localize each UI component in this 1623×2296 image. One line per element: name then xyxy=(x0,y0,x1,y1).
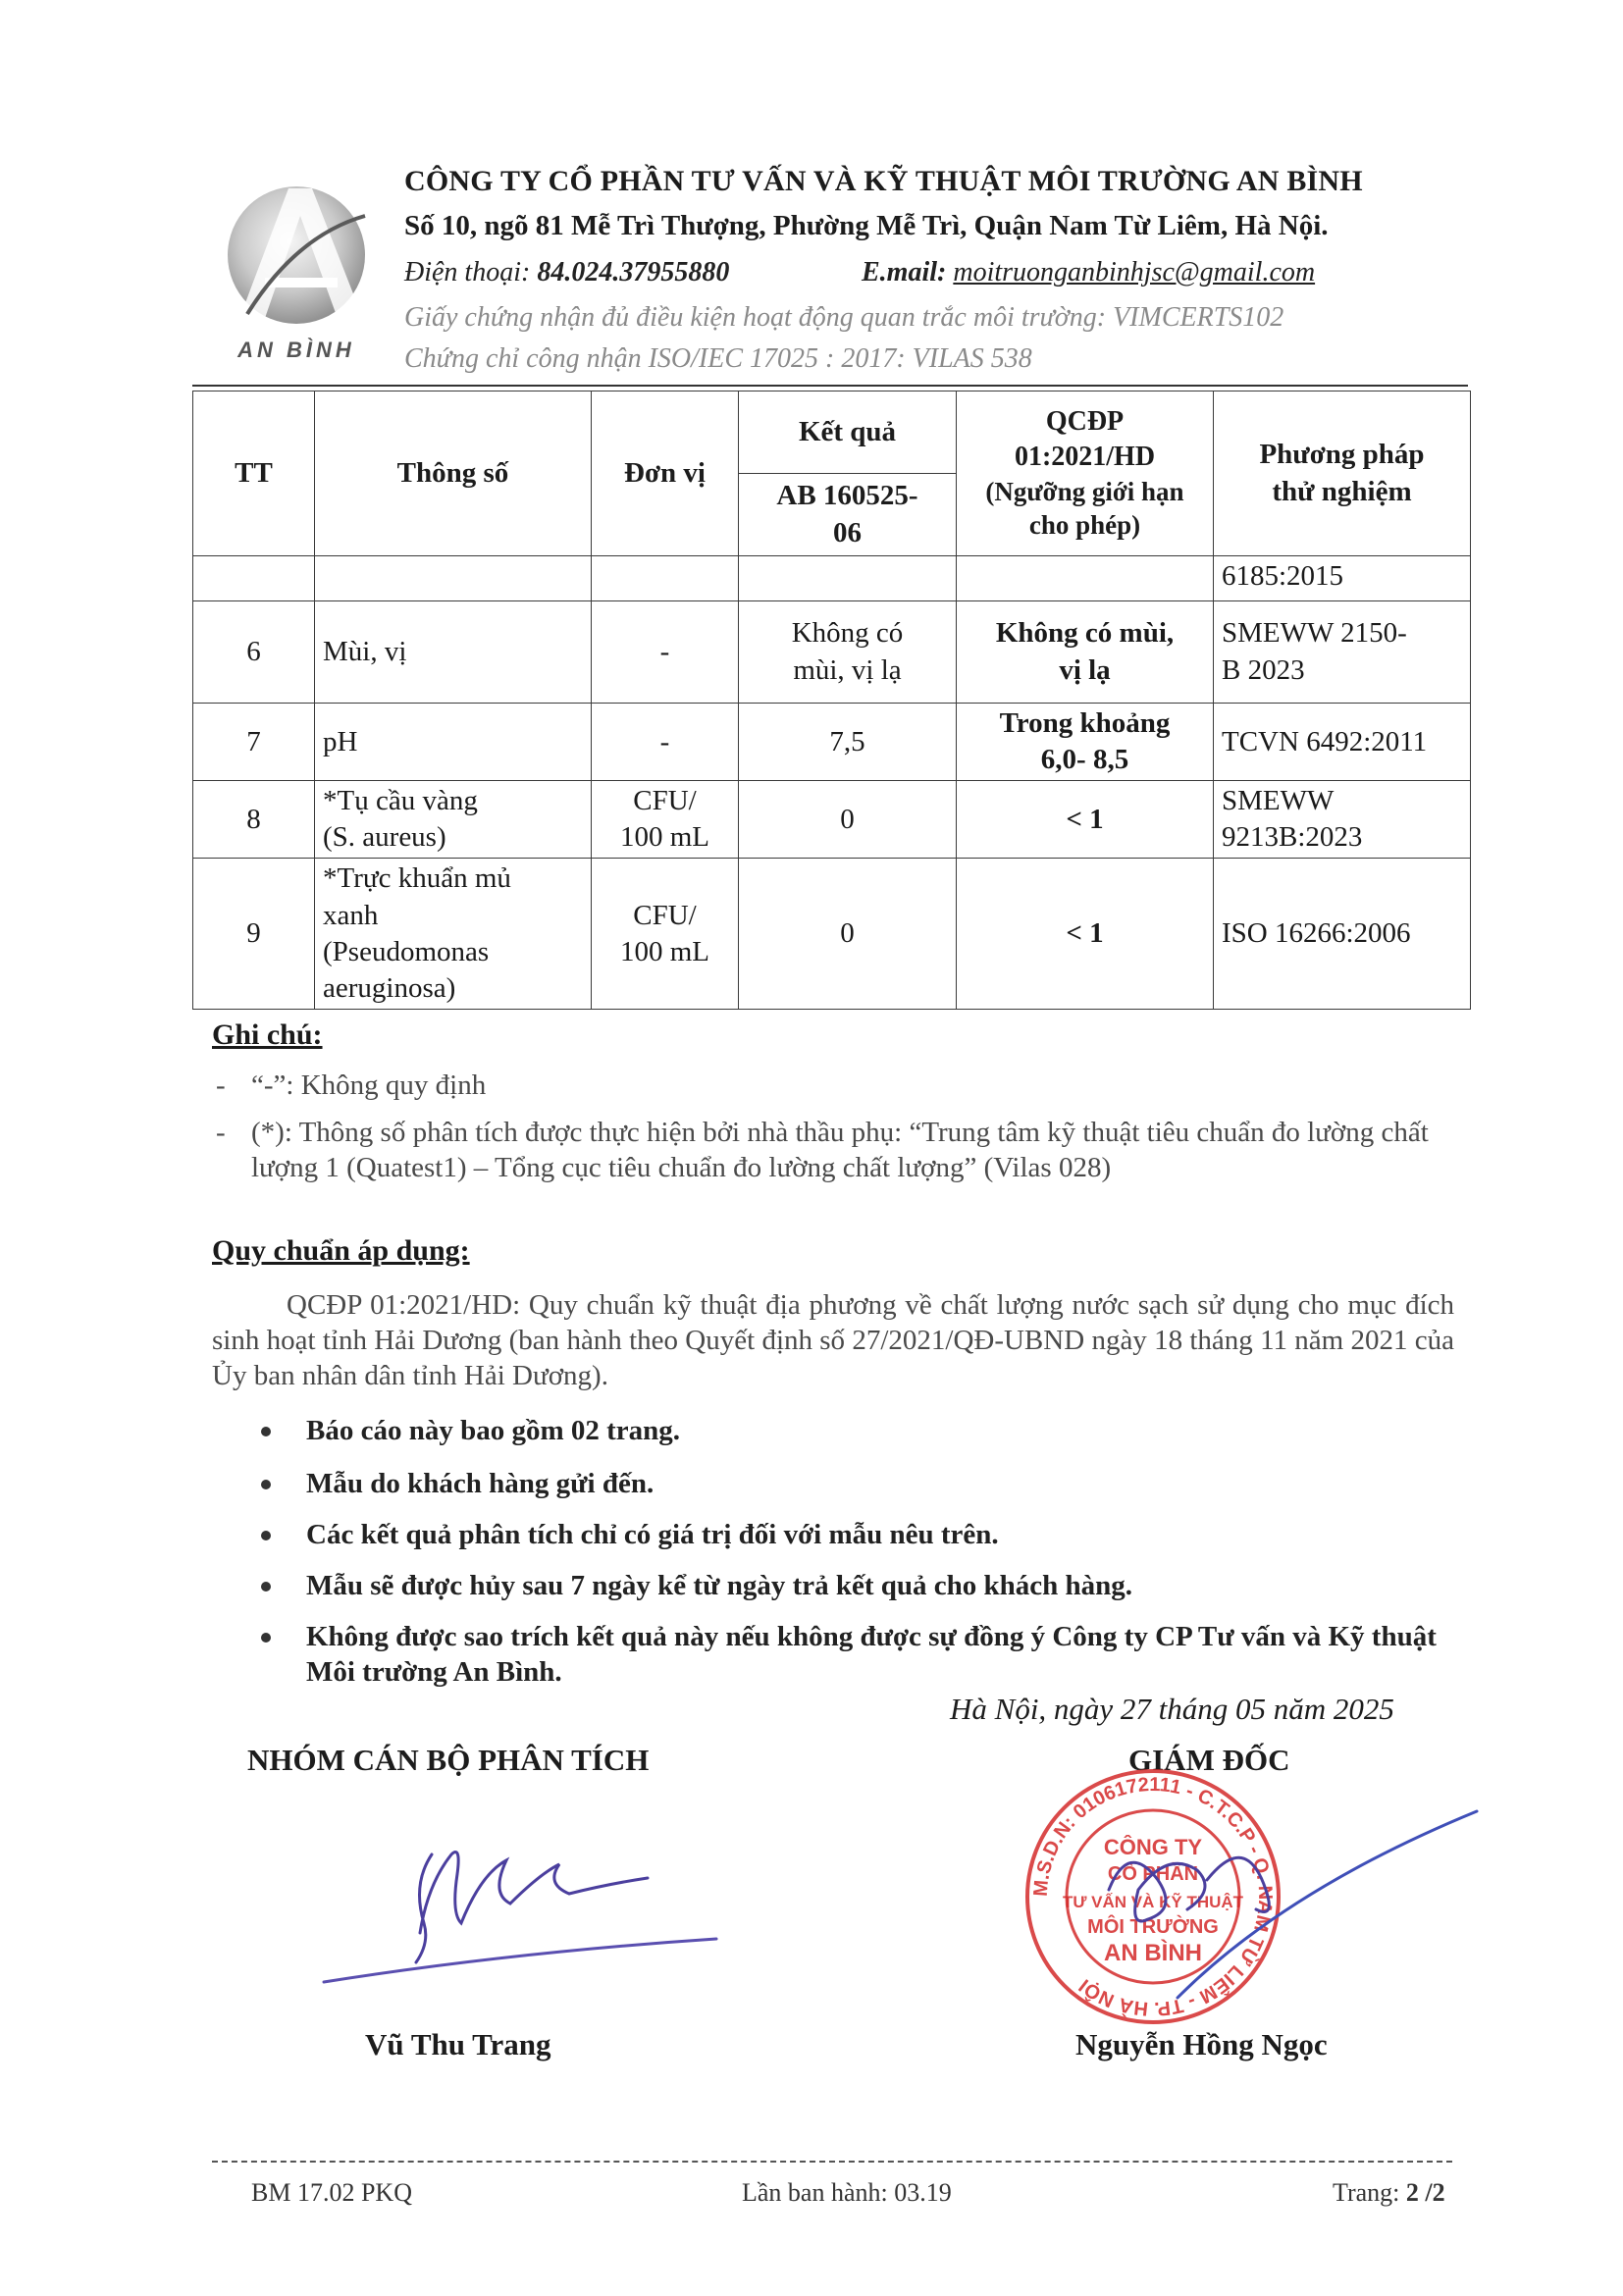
row-tt: 9 xyxy=(193,859,315,1009)
row-parameter-line2: xanh xyxy=(323,899,379,931)
header-qcdp-line1: QCĐP xyxy=(1045,406,1125,438)
row-parameter-line1: *Tụ cầu vàng xyxy=(323,785,478,817)
row-result: 7,5 xyxy=(739,704,957,781)
page-number xyxy=(1333,2178,1445,2208)
bullet-text: Không được sao trích kết quả này nếu không được sự đồng ý Công ty CP Tư vấn và Kỹ thuật Môi trường An Bình. xyxy=(306,1621,1437,1688)
header-qcdp xyxy=(957,391,1214,556)
phone-number: 84.024.37955880 xyxy=(537,257,730,287)
bullet-dot xyxy=(261,1633,271,1643)
bullet-item xyxy=(306,1517,1460,1552)
company-name: CÔNG TY CỔ PHẦN TƯ VẤN VÀ KỸ THUẬT MÔI TRƯỜNG AN BÌNH xyxy=(404,165,1363,197)
analysis-team-title: NHÓM CÁN BỘ PHÂN TÍCH xyxy=(247,1743,650,1777)
results-table xyxy=(192,391,1471,1010)
table-row xyxy=(193,859,1471,1009)
row-result: 0 xyxy=(739,859,957,1009)
company-email xyxy=(862,257,1315,288)
row-limit: < 1 xyxy=(957,859,1214,1009)
row-unit xyxy=(592,781,739,859)
company-logo xyxy=(218,177,375,363)
company-address: Số 10, ngõ 81 Mễ Trì Thượng, Phường Mễ Trì, Quận Nam Từ Liêm, Hà Nội. xyxy=(404,210,1329,241)
row-result: 0 xyxy=(739,781,957,859)
notes-title: Ghi chú: xyxy=(212,1018,323,1051)
form-code: BM 17.02 PKQ xyxy=(251,2178,412,2207)
analyst-signature xyxy=(314,1815,726,1992)
stamp-line-5: AN BÌNH xyxy=(1104,1940,1202,1966)
bullet-text: Các kết quả phân tích chỉ có giá trị đối với mẫu nêu trên. xyxy=(306,1519,999,1550)
director-title: GIÁM ĐỐC xyxy=(1128,1743,1290,1777)
carry-over-row xyxy=(193,556,1471,601)
bullet-text: Mẫu do khách hàng gửi đến. xyxy=(306,1468,654,1499)
row-parameter xyxy=(315,859,592,1009)
sample-code-line2: 06 xyxy=(833,516,862,548)
stamp-line-3: TƯ VẤN VÀ KỸ THUẬT xyxy=(1062,1893,1244,1911)
director-signature xyxy=(1030,1772,1482,2066)
header-method-line2: thử nghiệm xyxy=(1272,475,1412,507)
row-parameter-line3: (Pseudomonas xyxy=(323,935,490,967)
header-unit: Đơn vị xyxy=(592,391,739,556)
row-parameter-line1: *Trực khuẩn mủ xyxy=(323,862,511,895)
phone-label: Điện thoại: xyxy=(404,257,531,287)
row-method: ISO 16266:2006 xyxy=(1214,859,1471,1009)
row-method xyxy=(1214,601,1471,704)
row-parameter-line4: aeruginosa) xyxy=(323,971,456,1004)
row-method-line1: SMEWW 2150- xyxy=(1222,617,1407,650)
note-text: (*): Thông số phân tích được thực hiện bởi nhà thầu phụ: “Trung tâm kỹ thuật tiêu chuẩn đo lường chất lượng 1 (Quatest1) – Tổng cục tiêu chuẩn đo lường chất lượng” (Vilas 028) xyxy=(251,1117,1429,1183)
row-unit-line2: 100 mL xyxy=(619,821,710,854)
row-tt: 8 xyxy=(193,781,315,859)
footer-rule xyxy=(212,2161,1452,2163)
analyst-name: Vũ Thu Trang xyxy=(365,2027,551,2061)
header-parameter: Thông số xyxy=(315,391,592,556)
email-link[interactable]: moitruonganbinhjsc@gmail.com xyxy=(953,257,1316,287)
page-label: Trang: xyxy=(1333,2178,1406,2207)
carry-over-method: 6185:2015 xyxy=(1214,556,1471,601)
page-value: 2 /2 xyxy=(1405,2178,1445,2207)
bullet-text: Báo cáo này bao gồm 02 trang. xyxy=(306,1415,681,1446)
bullet-item xyxy=(306,1568,1460,1603)
row-unit: - xyxy=(592,601,739,704)
stamp-line-4: MÔI TRƯỜNG xyxy=(1087,1916,1219,1938)
header-method xyxy=(1214,391,1471,556)
row-limit-line2: vị lạ xyxy=(1059,653,1111,686)
row-tt: 7 xyxy=(193,704,315,781)
bullet-item xyxy=(306,1413,1460,1448)
row-method-line1: SMEWW xyxy=(1222,785,1335,817)
row-parameter xyxy=(315,781,592,859)
regulation-title: Quy chuẩn áp dụng: xyxy=(212,1234,470,1267)
monitoring-certificate: Giấy chứng nhận đủ điều kiện hoạt động quan trắc môi trường: VIMCERTS102 xyxy=(404,302,1284,333)
row-parameter: pH xyxy=(315,704,592,781)
row-method: TCVN 6492:2011 xyxy=(1214,704,1471,781)
row-method-line2: B 2023 xyxy=(1222,653,1305,686)
iso-certificate: Chứng chỉ công nhận ISO/IEC 17025 : 2017: VILAS 538 xyxy=(404,343,1032,374)
table-row xyxy=(193,781,1471,859)
row-limit: < 1 xyxy=(957,781,1214,859)
header-result: Kết quả xyxy=(739,391,957,474)
row-unit-line1: CFU/ xyxy=(633,785,697,817)
bullet-item xyxy=(306,1466,1460,1501)
row-unit-line1: CFU/ xyxy=(633,899,697,931)
row-result-line1: Không có xyxy=(791,617,904,650)
row-method xyxy=(1214,781,1471,859)
bullet-dot xyxy=(261,1427,271,1436)
dash-bullet: - xyxy=(216,1117,226,1148)
bullet-item xyxy=(306,1619,1460,1690)
sample-code-line1: AB 160525- xyxy=(776,480,918,512)
header-rule xyxy=(192,385,1468,387)
note-text: “-”: Không quy định xyxy=(251,1070,487,1101)
signing-date: Hà Nội, ngày 27 tháng 05 năm 2025 xyxy=(950,1692,1394,1726)
header-method-line1: Phương pháp xyxy=(1259,439,1425,471)
note-item xyxy=(216,1115,1450,1185)
header-tt: TT xyxy=(193,391,315,556)
row-limit xyxy=(957,601,1214,704)
bullet-dot xyxy=(261,1531,271,1540)
table-row xyxy=(193,601,1471,704)
regulation-text: QCĐP 01:2021/HD: Quy chuẩn kỹ thuật địa phương về chất lượng nước sạch sử dụng cho mục đích sinh hoạt tỉnh Hải Dương (ban hành theo Quyết định số 27/2021/QĐ-UBND ngày 18 tháng 11 năm 2021 của Ủy ban nhân dân tỉnh Hải Dương). xyxy=(212,1289,1454,1391)
dash-bullet: - xyxy=(216,1070,226,1101)
row-unit: - xyxy=(592,704,739,781)
director-name: Nguyễn Hồng Ngọc xyxy=(1075,2027,1328,2061)
row-unit-line2: 100 mL xyxy=(619,935,710,967)
row-method-line2: 9213B:2023 xyxy=(1222,821,1363,854)
issue-number: Lần ban hành: 03.19 xyxy=(742,2178,952,2207)
row-limit xyxy=(957,704,1214,781)
row-result-line2: mùi, vị lạ xyxy=(793,653,902,686)
stamp-line-2: CỔ PHẦN xyxy=(1107,1863,1199,1885)
bullet-dot xyxy=(261,1582,271,1592)
row-limit-line1: Trong khoảng xyxy=(999,707,1171,739)
bullet-text: Mẫu sẽ được hủy sau 7 ngày kể từ ngày trả kết quả cho khách hàng. xyxy=(306,1570,1133,1601)
row-parameter-line2: (S. aureus) xyxy=(323,821,446,854)
note-item xyxy=(216,1068,1450,1103)
header-qcdp-line4: cho phép) xyxy=(1028,510,1141,541)
row-result xyxy=(739,601,957,704)
header-qcdp-line3: (Ngưỡng giới hạn xyxy=(985,476,1184,506)
row-parameter: Mùi, vị xyxy=(315,601,592,704)
header-qcdp-line2: 01:2021/HD xyxy=(1014,441,1156,472)
email-label: E.mail: xyxy=(862,257,947,287)
company-phone xyxy=(404,257,729,288)
row-unit xyxy=(592,859,739,1009)
table-row xyxy=(193,704,1471,781)
row-limit-line2: 6,0- 8,5 xyxy=(1040,744,1129,776)
logo-text: AN BÌNH xyxy=(237,338,355,362)
stamp-ring-text: M.S.D.N: 0106172111 - C.T.C.P - Q. NAM TỪ LIÊM - TP. HÀ NỘI xyxy=(1029,1773,1277,2020)
stamp-line-1: CÔNG TY xyxy=(1103,1835,1203,1859)
header-sample-code xyxy=(739,474,957,556)
bullet-dot xyxy=(261,1480,271,1489)
row-limit-line1: Không có mùi, xyxy=(995,617,1175,650)
row-tt: 6 xyxy=(193,601,315,704)
